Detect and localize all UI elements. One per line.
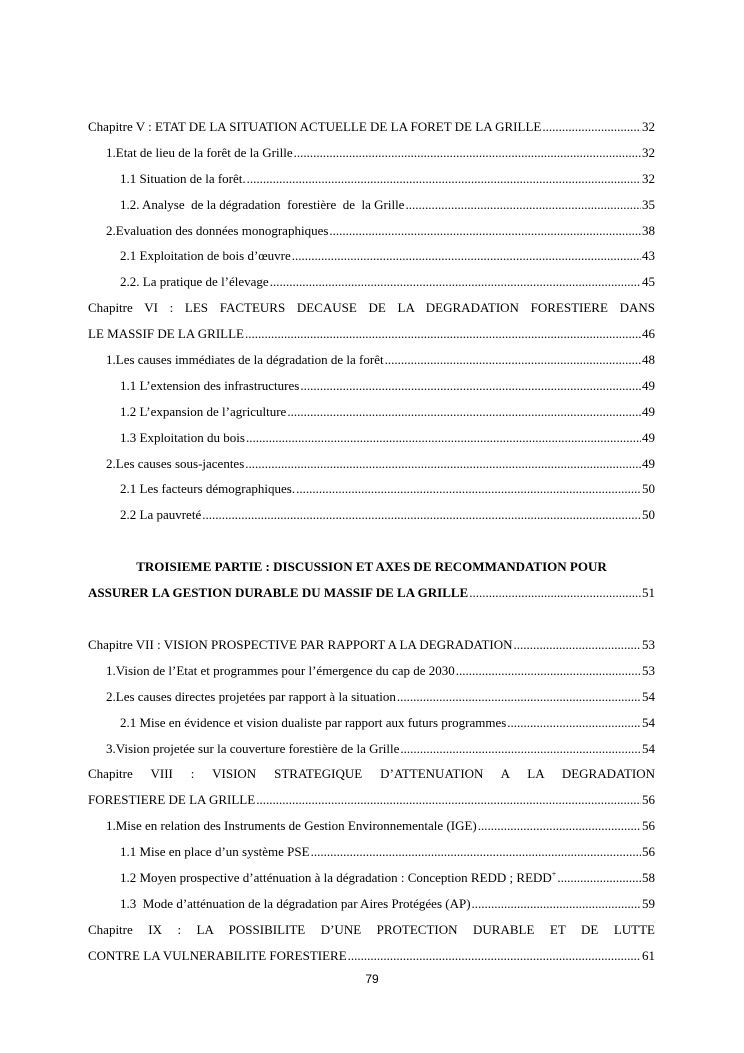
toc-leader-dots [292,243,641,269]
toc-entry-page: 61 [642,947,655,963]
toc-entry-title: Les causes directes projetées par rapport à la situation [115,688,396,704]
toc-entry-title: TROISIEME PARTIE : DISCUSSION ET AXES DE RECOMMANDATION POUR [136,559,607,575]
toc-entry-page: 56 [642,792,655,808]
toc-entry-title: Evaluation des données monographiques [115,222,329,238]
toc-leader-dots [247,166,641,192]
toc-entry-5-2-1[interactable] [88,243,655,269]
toc-leader-dots [507,710,641,736]
toc-entry-page: 49 [642,455,655,471]
toc-leader-dots [557,865,641,891]
toc-entry-number: 1. [106,144,116,160]
toc-entry-title-wrap [120,865,556,891]
toc-entry-page: 45 [642,274,655,290]
toc-entry-title: 2.1 Exploitation de bois d’œuvre [120,248,291,264]
toc-entry-7-2-1[interactable] [88,710,655,736]
toc-entry-title: Etat de lieu de la forêt de la Grille [115,144,293,160]
toc-leader-dots [469,580,641,606]
toc-entry-page: 54 [642,740,655,756]
toc-entry-title: LE MASSIF DE LA GRILLE [88,326,244,342]
toc-leader-dots [300,373,641,399]
toc-entry-page: 32 [642,119,655,134]
toc-leader-dots [245,321,641,347]
toc-entry-title: 2.2 La pauvreté [120,507,202,523]
table-of-contents [88,114,655,969]
toc-entry-title: 1.1 Situation de la forêt. [120,170,246,186]
toc-entry-title: ASSURER LA GESTION DURABLE DU MASSIF DE LA GRILLE [88,585,469,601]
toc-entry-page: 32 [642,144,655,160]
toc-entry-title: CONTRE LA VULNERABILITE FORESTIERE [88,947,347,963]
toc-leader-dots [542,114,641,140]
toc-entry-7-3[interactable] [88,736,655,762]
toc-entry-page: 32 [642,170,655,186]
toc-entry-5-1[interactable] [88,140,655,166]
toc-entry-6-2-2[interactable] [88,502,655,528]
toc-entry-number: 2. [106,222,116,238]
toc-entry-6-1-3[interactable] [88,425,655,451]
toc-entry-title: 1.3 Exploitation du bois [120,429,245,445]
toc-entry-number: 2. [106,455,116,471]
toc-entry-title: Les causes sous-jacentes [115,455,245,471]
toc-entry-7-2[interactable] [88,684,655,710]
toc-entry-page: 49 [642,377,655,393]
toc-entry-5-1-2[interactable] [88,192,655,218]
toc-entry-title: 1.2. Analyse de la dégradation forestière de la Grille [120,196,405,212]
toc-entry-chapter-8-line1[interactable] [88,761,655,787]
toc-leader-dots [256,787,641,813]
toc-entry-page: 53 [642,662,655,678]
toc-leader-dots [202,502,641,528]
toc-entry-title: 1.1 L’extension des infrastructures [120,377,300,393]
toc-entry-page: 54 [642,688,655,704]
toc-leader-dots [472,891,641,917]
toc-entry-8-1-1[interactable] [88,839,655,865]
toc-entry-title: 2.1 Les facteurs démographiques. [120,481,296,497]
toc-entry-chapter-6-line1[interactable] [88,295,655,321]
toc-entry-page: 50 [642,507,655,523]
toc-leader-dots [311,839,641,865]
toc-entry-page: 49 [642,429,655,445]
toc-entry-6-2[interactable] [88,451,655,477]
toc-entry-number: 1. [106,818,116,834]
toc-entry-chapter-9[interactable] [88,943,655,969]
toc-entry-8-1[interactable] [88,813,655,839]
toc-entry-6-1-2[interactable] [88,399,655,425]
toc-entry-page: 56 [642,818,655,834]
toc-entry-title: Chapitre IX : LA POSSIBILITE D’UNE PROTECTION DURABLE ET DE LUTTE [88,921,655,937]
toc-leader-dots [405,192,641,218]
toc-leader-dots [397,684,641,710]
toc-entry-part-3-line1[interactable] [88,554,655,580]
toc-entry-page: 50 [642,481,655,497]
toc-leader-dots [400,736,641,762]
toc-entry-title: 1.2 L’expansion de l’agriculture [120,403,287,419]
toc-entry-title: 2.1 Mise en évidence et vision dualiste par rapport aux futurs programmes [120,714,507,730]
toc-entry-title: Vision projetée sur la couverture forestière de la Grille [115,740,400,756]
toc-entry-6-1[interactable] [88,347,655,373]
page-number: 79 [365,972,379,986]
toc-entry-number: 1. [106,352,116,368]
toc-entry-page: 35 [642,196,655,212]
toc-entry-title: Chapitre VIII : VISION STRATEGIQUE D’ATTENUATION A LA DEGRADATION [88,766,655,782]
toc-entry-superscript: + [551,869,557,879]
toc-entry-title: 1.1 Mise en place d’un système PSE [120,844,310,860]
toc-entry-title: FORESTIERE DE LA GRILLE [88,792,256,808]
toc-entry-page: 48 [642,352,655,368]
toc-entry-title: Vision de l’Etat et programmes pour l’émergence du cap de 2030 [115,662,455,678]
toc-leader-dots [385,347,641,373]
toc-entry-page: 56 [642,844,655,860]
toc-leader-dots [270,269,641,295]
toc-leader-dots [294,140,641,166]
toc-entry-6-1-1[interactable] [88,373,655,399]
toc-entry-7-1[interactable] [88,658,655,684]
toc-entry-title: Chapitre VII : VISION PROSPECTIVE PAR RAPPORT A LA DEGRADATION [88,637,513,653]
toc-leader-dots [296,476,641,502]
toc-entry-page: 59 [642,895,655,911]
toc-entry-8-1-3[interactable] [88,891,655,917]
toc-leader-dots [456,658,641,684]
toc-leader-dots [246,425,641,451]
toc-entry-page: 43 [642,248,655,264]
toc-entry-title: 2.2. La pratique de l’élevage [120,274,269,290]
toc-entry-page: 38 [642,222,655,238]
toc-entry-title: Mise en relation des Instruments de Gestion Environnementale (IGE) [115,818,477,834]
toc-leader-dots [348,943,641,969]
toc-entry-chapter-9-line1[interactable] [88,917,655,943]
toc-entry-title: 1.3 Mode d’atténuation de la dégradation par Aires Protégées (AP) [120,895,471,911]
toc-entry-chapter-8[interactable] [88,787,655,813]
toc-entry-title: 1.2 Moyen prospective d’atténuation à la dégradation : Conception REDD ; REDD [120,870,552,886]
toc-entry-page: 53 [642,637,655,653]
toc-entry-8-1-2[interactable] [88,865,655,891]
toc-entry-chapter-5[interactable] [88,114,655,140]
toc-entry-page: 49 [642,403,655,419]
toc-entry-page: 54 [642,714,655,730]
toc-entry-title: Chapitre V : ETAT DE LA SITUATION ACTUELLE DE LA FORET DE LA GRILLE [88,119,542,134]
toc-entry-chapter-7[interactable] [88,632,655,658]
toc-entry-number: 2. [106,688,116,704]
toc-entry-6-2-1[interactable] [88,476,655,502]
toc-entry-number: 1. [106,662,116,678]
toc-leader-dots [287,399,641,425]
section-spacer [88,528,655,554]
toc-entry-part-3[interactable] [88,580,655,606]
toc-entry-number: 3. [106,740,116,756]
toc-entry-page: 58 [642,870,655,886]
toc-entry-5-2-2[interactable] [88,269,655,295]
toc-entry-5-2[interactable] [88,218,655,244]
toc-entry-title: Chapitre VI : LES FACTEURS DECAUSE DE LA DEGRADATION FORESTIERE DANS [88,300,655,316]
toc-entry-page: 46 [642,326,655,342]
section-spacer [88,606,655,632]
toc-entry-title: Les causes immédiates de la dégradation de la forêt [115,352,384,368]
toc-entry-page: 51 [642,585,655,601]
toc-leader-dots [245,451,641,477]
toc-leader-dots [329,218,641,244]
toc-leader-dots [514,632,641,658]
toc-entry-5-1-1[interactable] [88,166,655,192]
toc-leader-dots [478,813,641,839]
toc-entry-chapter-6[interactable] [88,321,655,347]
